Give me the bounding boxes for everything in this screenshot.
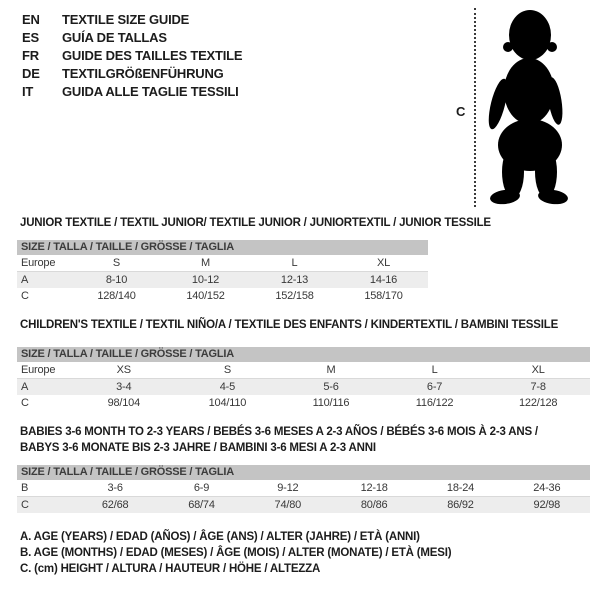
size-header-bar: SIZE / TALLA / TAILLE / GRÖSSE / TAGLIA bbox=[17, 465, 590, 480]
size-cell: L bbox=[431, 364, 438, 376]
age-cell: 7-8 bbox=[530, 381, 546, 393]
height-cell: 92/98 bbox=[533, 499, 561, 511]
babies-section-title bbox=[20, 424, 538, 456]
height-cell: 86/92 bbox=[447, 499, 474, 511]
age-cell: 12-13 bbox=[280, 274, 309, 286]
table-row-age-months bbox=[17, 480, 590, 497]
size-cell: XL bbox=[376, 257, 391, 269]
language-row-de bbox=[22, 65, 242, 83]
language-title: TEXTILE SIZE GUIDE bbox=[62, 12, 190, 27]
language-row-it bbox=[22, 83, 242, 101]
table-row-height bbox=[17, 395, 590, 411]
size-cell: M bbox=[326, 364, 336, 376]
height-cell: 74/80 bbox=[274, 499, 302, 511]
height-cell: 122/128 bbox=[518, 397, 558, 409]
size-cell: XL bbox=[531, 364, 545, 376]
language-row-en bbox=[22, 11, 242, 29]
height-cell: 152/158 bbox=[275, 290, 314, 302]
age-cell: 5-6 bbox=[323, 381, 339, 393]
row-label: C bbox=[21, 397, 29, 409]
age-cell: 4-5 bbox=[219, 381, 236, 393]
row-label: A bbox=[21, 381, 29, 393]
height-cell: 116/122 bbox=[415, 397, 454, 409]
size-header-bar: SIZE / TALLA / TAILLE / GRÖSSE / TAGLIA bbox=[17, 240, 428, 255]
height-cell: 140/152 bbox=[186, 290, 225, 302]
language-title: GUÍA DE TALLAS bbox=[62, 30, 167, 45]
table-row-europe bbox=[17, 255, 428, 272]
size-header-bar: SIZE / TALLA / TAILLE / GRÖSSE / TAGLIA bbox=[17, 347, 590, 362]
babies-title-line-2: BABYS 3-6 MONATE BIS 2-3 JAHRE / BAMBINI 3-6 MESI A 2-3 ANNI bbox=[20, 442, 376, 454]
junior-section-title: JUNIOR TEXTILE / TEXTIL JUNIOR/ TEXTILE JUNIOR / JUNIORTEXTIL / JUNIOR TESSILE bbox=[20, 217, 491, 229]
height-cell: 104/110 bbox=[208, 397, 247, 409]
language-title: GUIDA ALLE TAGLIE TESSILI bbox=[62, 84, 239, 99]
junior-size-table bbox=[17, 240, 428, 304]
height-cell: 128/140 bbox=[97, 290, 136, 302]
language-row-fr bbox=[22, 47, 242, 65]
row-label: C bbox=[21, 290, 29, 302]
babies-size-table bbox=[17, 465, 590, 513]
table-row-height bbox=[17, 288, 428, 304]
row-label: A bbox=[21, 274, 29, 286]
language-title: GUIDE DES TAILLES TEXTILE bbox=[62, 48, 243, 63]
size-cell: S bbox=[112, 257, 121, 269]
row-label: Europe bbox=[21, 364, 56, 376]
children-section-title: CHILDREN'S TEXTILE / TEXTIL NIÑO/A / TEXTILE DES ENFANTS / KINDERTEXTIL / BAMBINI TESSILE bbox=[20, 319, 559, 331]
age-cell: 6-9 bbox=[193, 482, 210, 494]
language-code: FR bbox=[22, 48, 39, 63]
language-title: TEXTILGRÖßENFÜHRUNG bbox=[62, 66, 224, 81]
table-row-age bbox=[17, 379, 590, 395]
height-measure-label: C bbox=[456, 104, 466, 119]
size-cell: XS bbox=[116, 364, 131, 376]
language-code: IT bbox=[22, 84, 34, 99]
age-cell: 24-36 bbox=[533, 482, 561, 494]
age-cell: 6-7 bbox=[426, 381, 443, 393]
language-title-list bbox=[22, 11, 242, 101]
size-cell: L bbox=[291, 257, 298, 269]
language-code: EN bbox=[22, 12, 40, 27]
height-measure-dotted-line bbox=[474, 8, 476, 207]
height-cell: 68/74 bbox=[188, 499, 215, 511]
age-cell: 12-18 bbox=[360, 482, 388, 494]
language-code: ES bbox=[22, 30, 39, 45]
age-cell: 3-4 bbox=[116, 381, 132, 393]
height-cell: 110/116 bbox=[312, 397, 350, 409]
age-cell: 14-16 bbox=[369, 274, 398, 286]
babies-title-line-1: BABIES 3-6 MONTH TO 2-3 YEARS / BEBÉS 3-6 MESES A 2-3 AÑOS / BÉBÉS 3-6 MOIS À 2-3 ANS / bbox=[20, 426, 538, 438]
measure-legend bbox=[20, 529, 451, 577]
size-cell: M bbox=[201, 257, 210, 269]
legend-line-b: B. AGE (MONTHS) / EDAD (MESES) / ÂGE (MOIS) / ALTER (MONATE) / ETÀ (MESI) bbox=[20, 547, 452, 559]
language-code: DE bbox=[22, 66, 40, 81]
table-row-europe bbox=[17, 362, 590, 379]
height-cell: 62/68 bbox=[101, 499, 129, 511]
age-cell: 18-24 bbox=[446, 482, 475, 494]
height-cell: 98/104 bbox=[107, 397, 141, 409]
table-row-height bbox=[17, 497, 590, 513]
legend-line-c: C. (cm) HEIGHT / ALTURA / HAUTEUR / HÖHE / ALTEZZA bbox=[20, 563, 321, 575]
row-label: C bbox=[21, 499, 29, 511]
age-cell: 8-10 bbox=[105, 274, 128, 286]
table-row-age bbox=[17, 272, 428, 288]
age-cell: 3-6 bbox=[107, 482, 123, 494]
toddler-silhouette-image bbox=[483, 8, 569, 206]
language-row-es bbox=[22, 29, 242, 47]
children-size-table bbox=[17, 347, 590, 411]
height-cell: 158/170 bbox=[364, 290, 403, 302]
row-label: B bbox=[21, 482, 29, 494]
age-cell: 9-12 bbox=[277, 482, 299, 494]
row-label: Europe bbox=[21, 257, 56, 269]
legend-line-a: A. AGE (YEARS) / EDAD (AÑOS) / ÂGE (ANS) / ALTER (JAHRE) / ETÀ (ANNI) bbox=[20, 531, 420, 543]
height-cell: 80/86 bbox=[360, 499, 388, 511]
age-cell: 10-12 bbox=[191, 274, 220, 286]
size-cell: S bbox=[223, 364, 231, 376]
